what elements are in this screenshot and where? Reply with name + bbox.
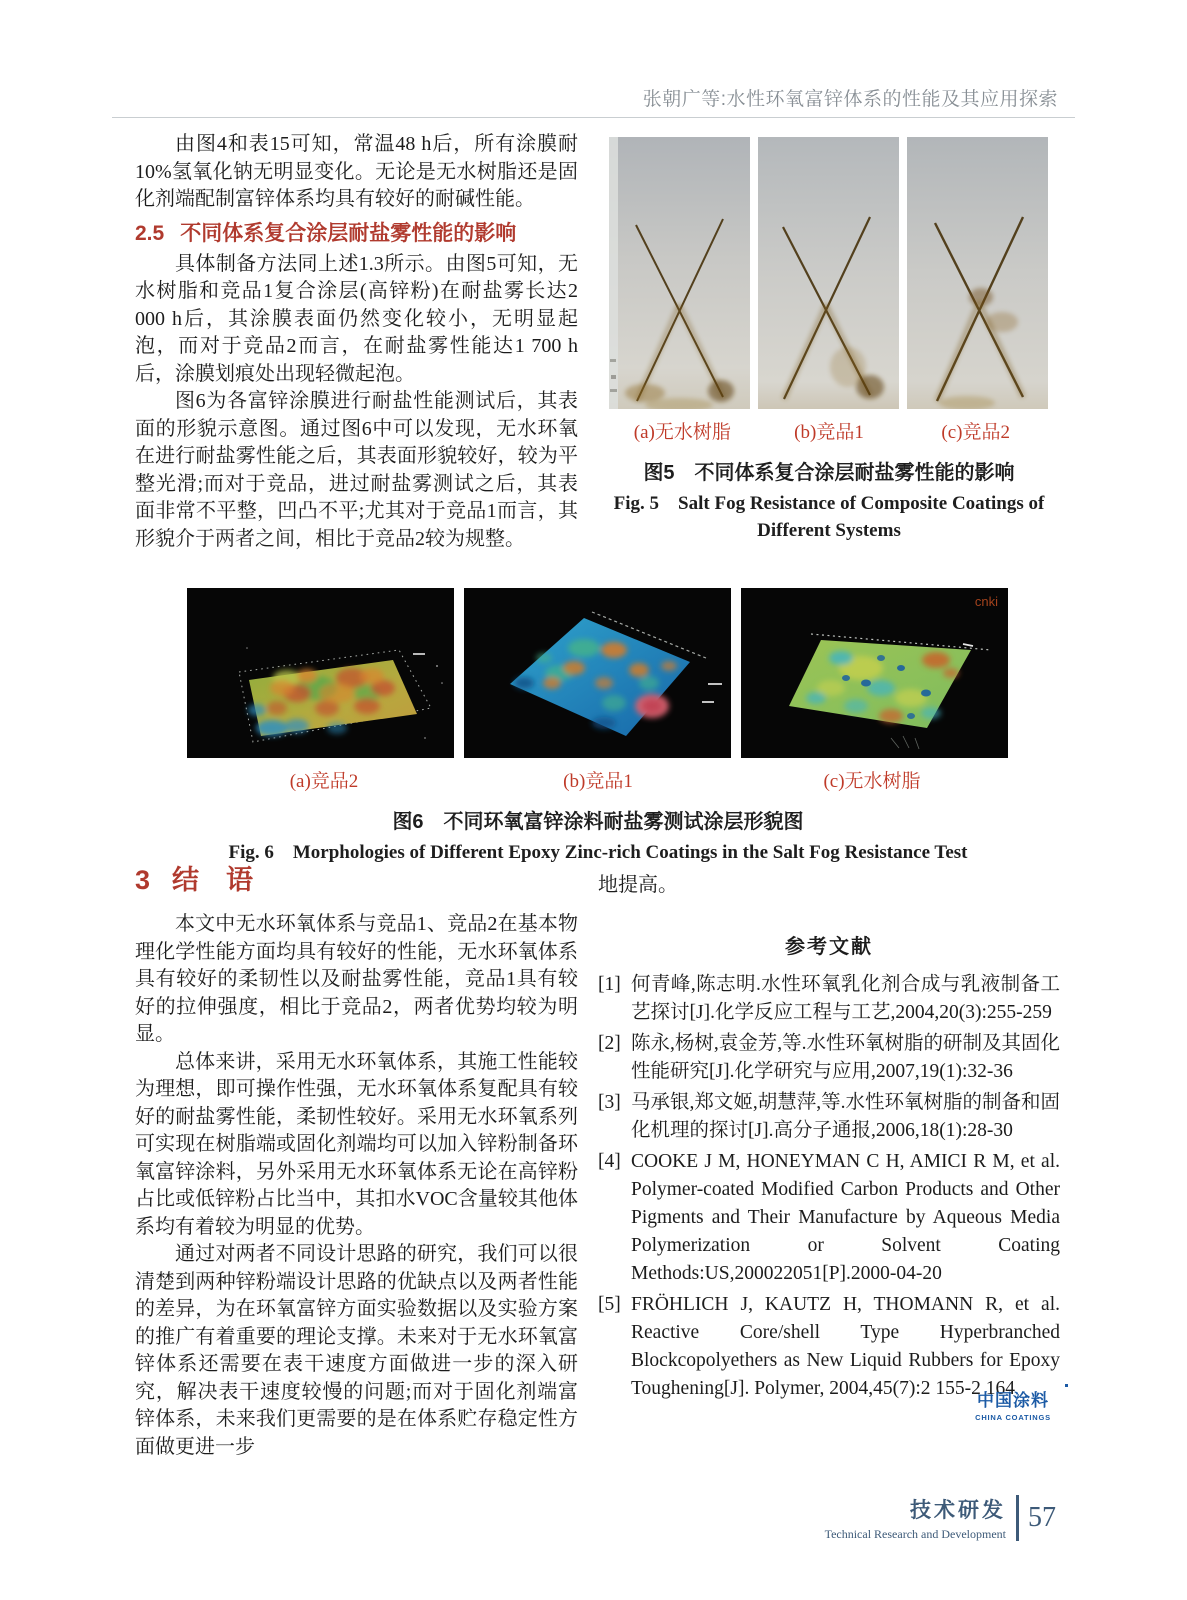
figure5-caption-en-line2: Different Systems — [757, 520, 901, 541]
section3-title: 结 语 — [172, 865, 254, 895]
logo-en-text: CHINA COATINGS — [975, 1413, 1051, 1422]
figure6-label-a: (a)竞品2 — [289, 771, 359, 792]
reference-item — [598, 1030, 1060, 1086]
figure5-photo-row — [609, 137, 1049, 409]
section-title: 不同体系复合涂层耐盐雾性能的影响 — [180, 221, 517, 245]
reference-number: [2] — [598, 1032, 621, 1054]
left-column-top — [135, 131, 578, 553]
figure5-caption-en — [609, 490, 1049, 544]
figure5-label-b: (b)竞品1 — [794, 422, 864, 443]
reference-number: [3] — [598, 1091, 621, 1113]
reference-item — [598, 1148, 1060, 1288]
running-title: 张朝广等:水性环氧富锌体系的性能及其应用探索 — [642, 89, 1058, 110]
footer-divider-bar — [1016, 1495, 1019, 1541]
morphology-panel-c — [741, 588, 1008, 758]
references-title: 参考文献 — [785, 935, 873, 958]
section-number: 2.5 — [135, 221, 165, 245]
salt-fog-panel-b-image — [758, 137, 899, 409]
section-heading-3 — [135, 858, 578, 897]
reference-text: FRÖHLICH J, KAUTZ H, THOMANN R, et al. Reactive Core/shell Type Hyperbranched Blockcopolyethers as New Liquid Rubbers for Epoxy Toughening[J]. Polymer, 2004,45(7):2 155-2 164 — [631, 1293, 1060, 1399]
page-footer — [825, 1494, 1056, 1542]
section-heading-2-5 — [135, 220, 578, 247]
footer-section-en: Technical Research and Development — [824, 1527, 1006, 1541]
header-rule — [112, 117, 1075, 118]
footer-section-zh: 技术研发 — [910, 1499, 1006, 1522]
paragraph-salt-fog-2: 图6为各富锌涂膜进行耐盐性能测试后，其表面的形貌示意图。通过图6中可以发现，无水环氧在进行耐盐雾性能之后，其表面形貌较好，较为平整光滑;而对于竞品，进过耐盐雾测试之后，其表面非常不平整，凹凸不平;尤其对于竞品1而言，其形貌介于两者之间，相比于竞品2较为规整。 — [135, 390, 578, 550]
reference-text: 陈永,杨树,袁金芳,等.水性环氧树脂的研制及其固化性能研究[J].化学研究与应用,2007,19(1):32-36 — [631, 1032, 1061, 1082]
conclusion-paragraph-1: 本文中无水环氧体系与竞品1、竞品2在基本物理化学性能方面均具有较好的性能，无水环氧体系具有较好的柔韧性以及耐盐雾性能，竞品1具有较好的拉伸强度，相比于竞品2，两者优势均较为明显。 — [135, 913, 578, 1045]
morphology-panel-b — [464, 588, 731, 758]
cnki-watermark: cnki — [974, 594, 998, 609]
reference-number: [4] — [598, 1150, 621, 1172]
figure-6 — [187, 588, 1009, 866]
morphology-3d-image-a — [187, 588, 454, 758]
logo-zh-text: 中国涂料 — [963, 1386, 1063, 1411]
conclusion-paragraph-2: 总体来讲，采用无水环氧体系，其施工性能较为理想，即可操作性强，无水环氧体系复配具有较好的耐盐雾性能，柔韧性较好。采用无水环氧系列可实现在树脂端或固化剂端均可以加入锌粉制备环氧富锌涂料，另外采用无水环氧体系无论在高锌粉占比或低锌粉占比当中，其扣水VOC含量较其他体系均有着较为明显的优势。 — [135, 1050, 578, 1238]
figure5-label-a: (a)无水树脂 — [633, 422, 731, 443]
figure6-caption-en: Fig. 6 Morphologies of Different Epoxy Zinc-rich Coatings in the Salt Fog Resistance Test — [228, 842, 968, 863]
reference-text: 马承银,郑文姬,胡慧萍,等.水性环氧树脂的制备和固化机理的探讨[J].高分子通报,2006,18(1):28-30 — [631, 1091, 1061, 1141]
references-list — [598, 971, 1060, 1403]
figure6-sublabels — [187, 766, 1009, 793]
china-coatings-logo — [963, 1386, 1063, 1422]
figure6-panel-row — [187, 588, 1009, 758]
morphology-3d-image-c — [741, 588, 1008, 758]
figure5-caption-zh: 图5 不同体系复合涂层耐盐雾性能的影响 — [643, 462, 1015, 484]
footer-section-block — [825, 1494, 1006, 1542]
reference-number: [5] — [598, 1293, 621, 1315]
figure-5 — [609, 137, 1049, 544]
morphology-panel-a — [187, 588, 454, 758]
page-number: 57 — [1028, 1502, 1056, 1533]
figure5-label-c: (c)竞品2 — [941, 422, 1010, 443]
conclusion-paragraph-3: 通过对两者不同设计思路的研究，我们可以很清楚到两种锌粉端设计思路的优缺点以及两者性能的差异，为在环氧富锌方面实验数据以及实验方案的推广有着重要的理论支撑。未来对于无水环氧富锌体系还需要在表干速度方面做进一步的深入研究，解决表干速度较慢的问题;而对于固化剂端富锌体系，未来我们更需要的是在体系贮存稳定性方面做更进一步 — [135, 1243, 578, 1458]
figure6-caption-zh: 图6 不同环氧富锌涂料耐盐雾测试涂层形貌图 — [392, 811, 804, 833]
figure5-sublabels — [609, 417, 1049, 444]
reference-item — [598, 971, 1060, 1027]
reference-text: COOKE J M, HONEYMAN C H, AMICI R M, et al. Polymer-coated Modified Carbon Products and Other Pigments and Their Manufacture by Aqueous Media Polymerization or Solvent Coating Methods:US,200022051[P].2000-04-20 — [631, 1150, 1060, 1284]
reference-item — [598, 1089, 1060, 1145]
figure5-caption-en-line1: Fig. 5 Salt Fog Resistance of Composite Coatings of — [613, 493, 1045, 514]
conclusion-section — [135, 858, 578, 1461]
reference-number: [1] — [598, 973, 621, 995]
figure6-label-b: (b)竞品1 — [563, 771, 633, 792]
paragraph-alkali-resistance: 由图4和表15可知，常温48 h后，所有涂膜耐10%氢氧化钠无明显变化。无论是无水树脂还是固化剂端配制富锌体系均具有较好的耐碱性能。 — [135, 133, 578, 210]
paragraph-salt-fog-1: 具体制备方法同上述1.3所示。由图5可知，无水树脂和竞品1复合涂层(高锌粉)在耐盐雾长达2 000 h后，其涂膜表面仍然变化较小，无明显起泡，而对于竞品2而言，在耐盐雾性能达1 700 h后，涂膜划痕处出现轻微起泡。 — [135, 252, 578, 385]
section3-number: 3 — [135, 865, 151, 895]
salt-fog-panel-a-image — [609, 137, 750, 409]
morphology-3d-image-b — [464, 588, 731, 758]
figure6-label-c: (c)无水树脂 — [823, 771, 921, 792]
conclusion-continuation: 地提高。 — [598, 874, 678, 896]
salt-fog-panel-c-image — [907, 137, 1048, 409]
right-column — [598, 872, 1060, 1406]
reference-text: 何青峰,陈志明.水性环氧乳化剂合成与乳液制备工艺探讨[J].化学反应工程与工艺,2004,20(3):255-259 — [631, 973, 1060, 1023]
